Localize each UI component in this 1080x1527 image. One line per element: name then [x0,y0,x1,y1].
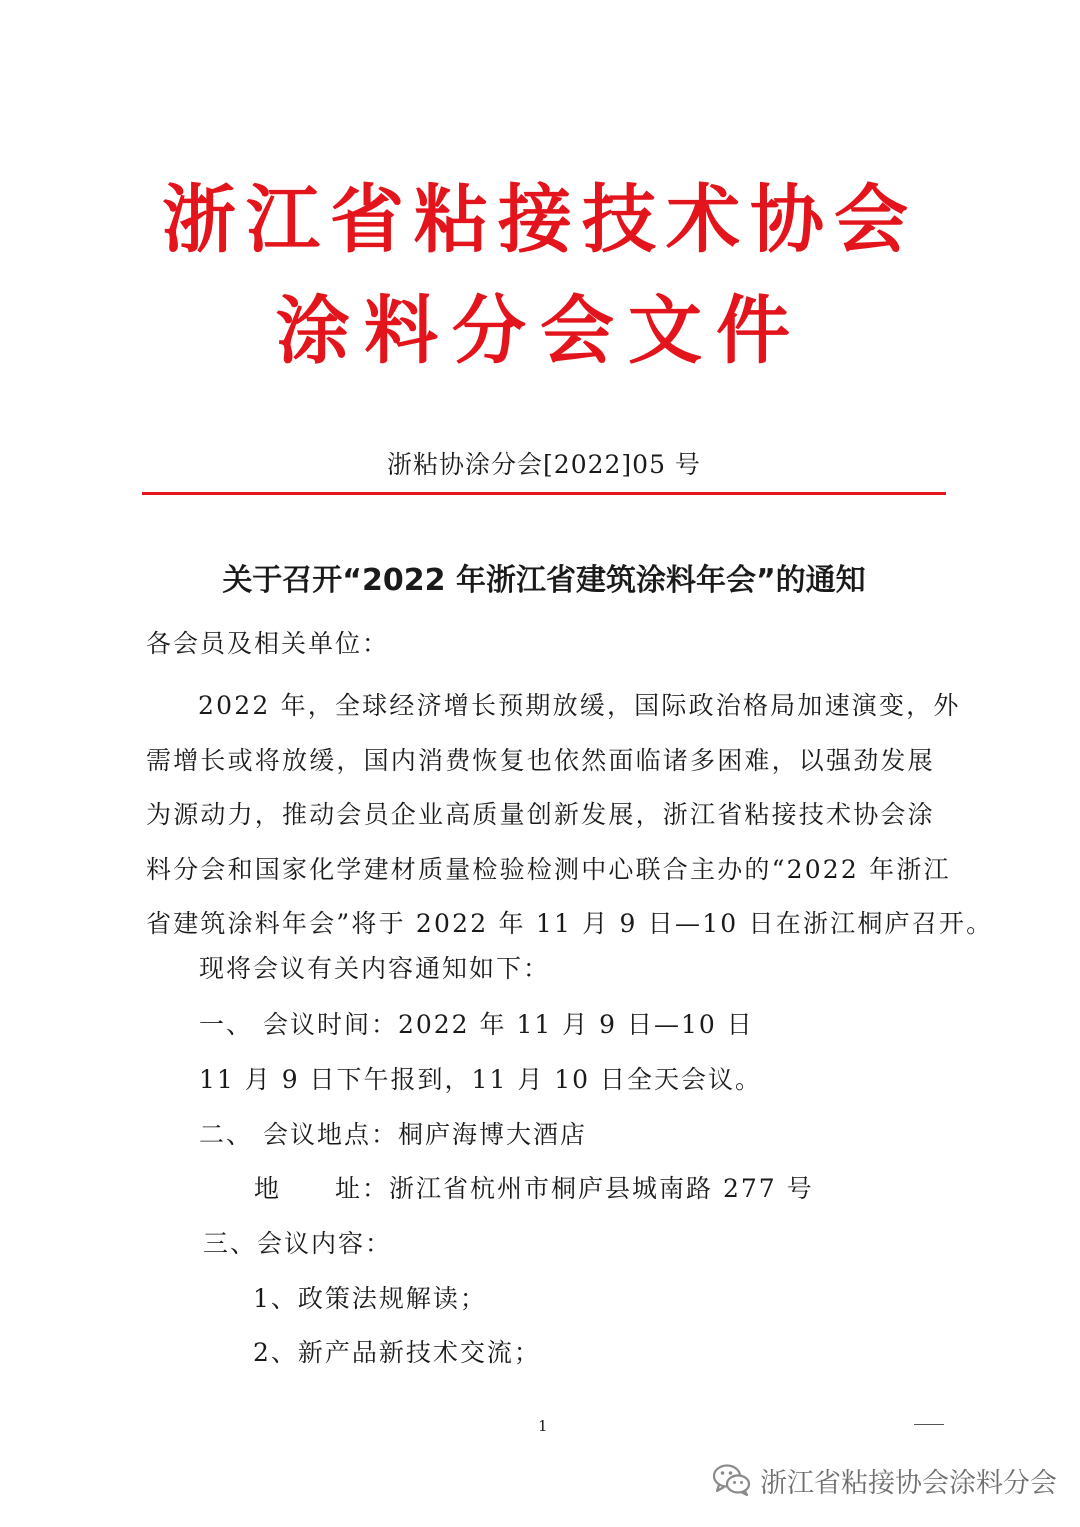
intro-paragraph [146,679,994,952]
watermark-text: 浙江省粘接协会涂料分会 [760,1467,1057,1499]
meeting-address: 地 址：浙江省杭州市桐庐县城南路 277 号 [254,1174,814,1203]
paragraph-line: 需增长或将放缓，国内消费恢复也依然面临诸多困难，以强劲发展 [146,745,935,775]
paragraph-line: 2022 年，全球经济增长预期放缓，国际政治格局加速演变，外 [198,691,961,720]
wechat-watermark [712,1458,1057,1502]
intro-line: 现将会议有关内容通知如下： [199,954,551,983]
wechat-icon [712,1463,752,1497]
masthead-org-name: 浙江省粘接技术协会 [162,177,918,263]
meeting-content-heading: 三、会议内容： [203,1229,393,1258]
meeting-content-item: 2、新产品新技术交流； [253,1338,541,1367]
paragraph-line: 省建筑涂料年会”将于 2022 年 11 月 9 日—10 日在浙江桐庐召开。 [146,909,994,938]
red-divider-line [142,492,946,495]
footer-dash [914,1424,944,1425]
document-number: 浙粘协涂分会[2022]05 号 [387,450,701,479]
meeting-time-detail: 11 月 9 日下午报到，11 月 10 日全天会议。 [199,1065,763,1094]
masthead-doc-type: 涂料分会文件 [276,288,804,374]
meeting-time-heading: 一、 会议时间：2022 年 11 月 9 日—10 日 [199,1010,754,1039]
paragraph-line: 料分会和国家化学建材质量检验检测中心联合主办的“2022 年浙江 [146,854,951,884]
salutation: 各会员及相关单位： [146,629,390,658]
notice-title: 关于召开“2022 年浙江省建筑涂料年会”的通知 [222,563,866,598]
page-number: 1 [538,1417,548,1435]
paragraph-line: 为源动力，推动会员企业高质量创新发展，浙江省粘接技术协会涂 [146,800,935,829]
meeting-place-heading: 二、 会议地点：桐庐海博大酒店 [199,1120,587,1149]
meeting-content-item: 1、政策法规解读； [253,1284,487,1313]
